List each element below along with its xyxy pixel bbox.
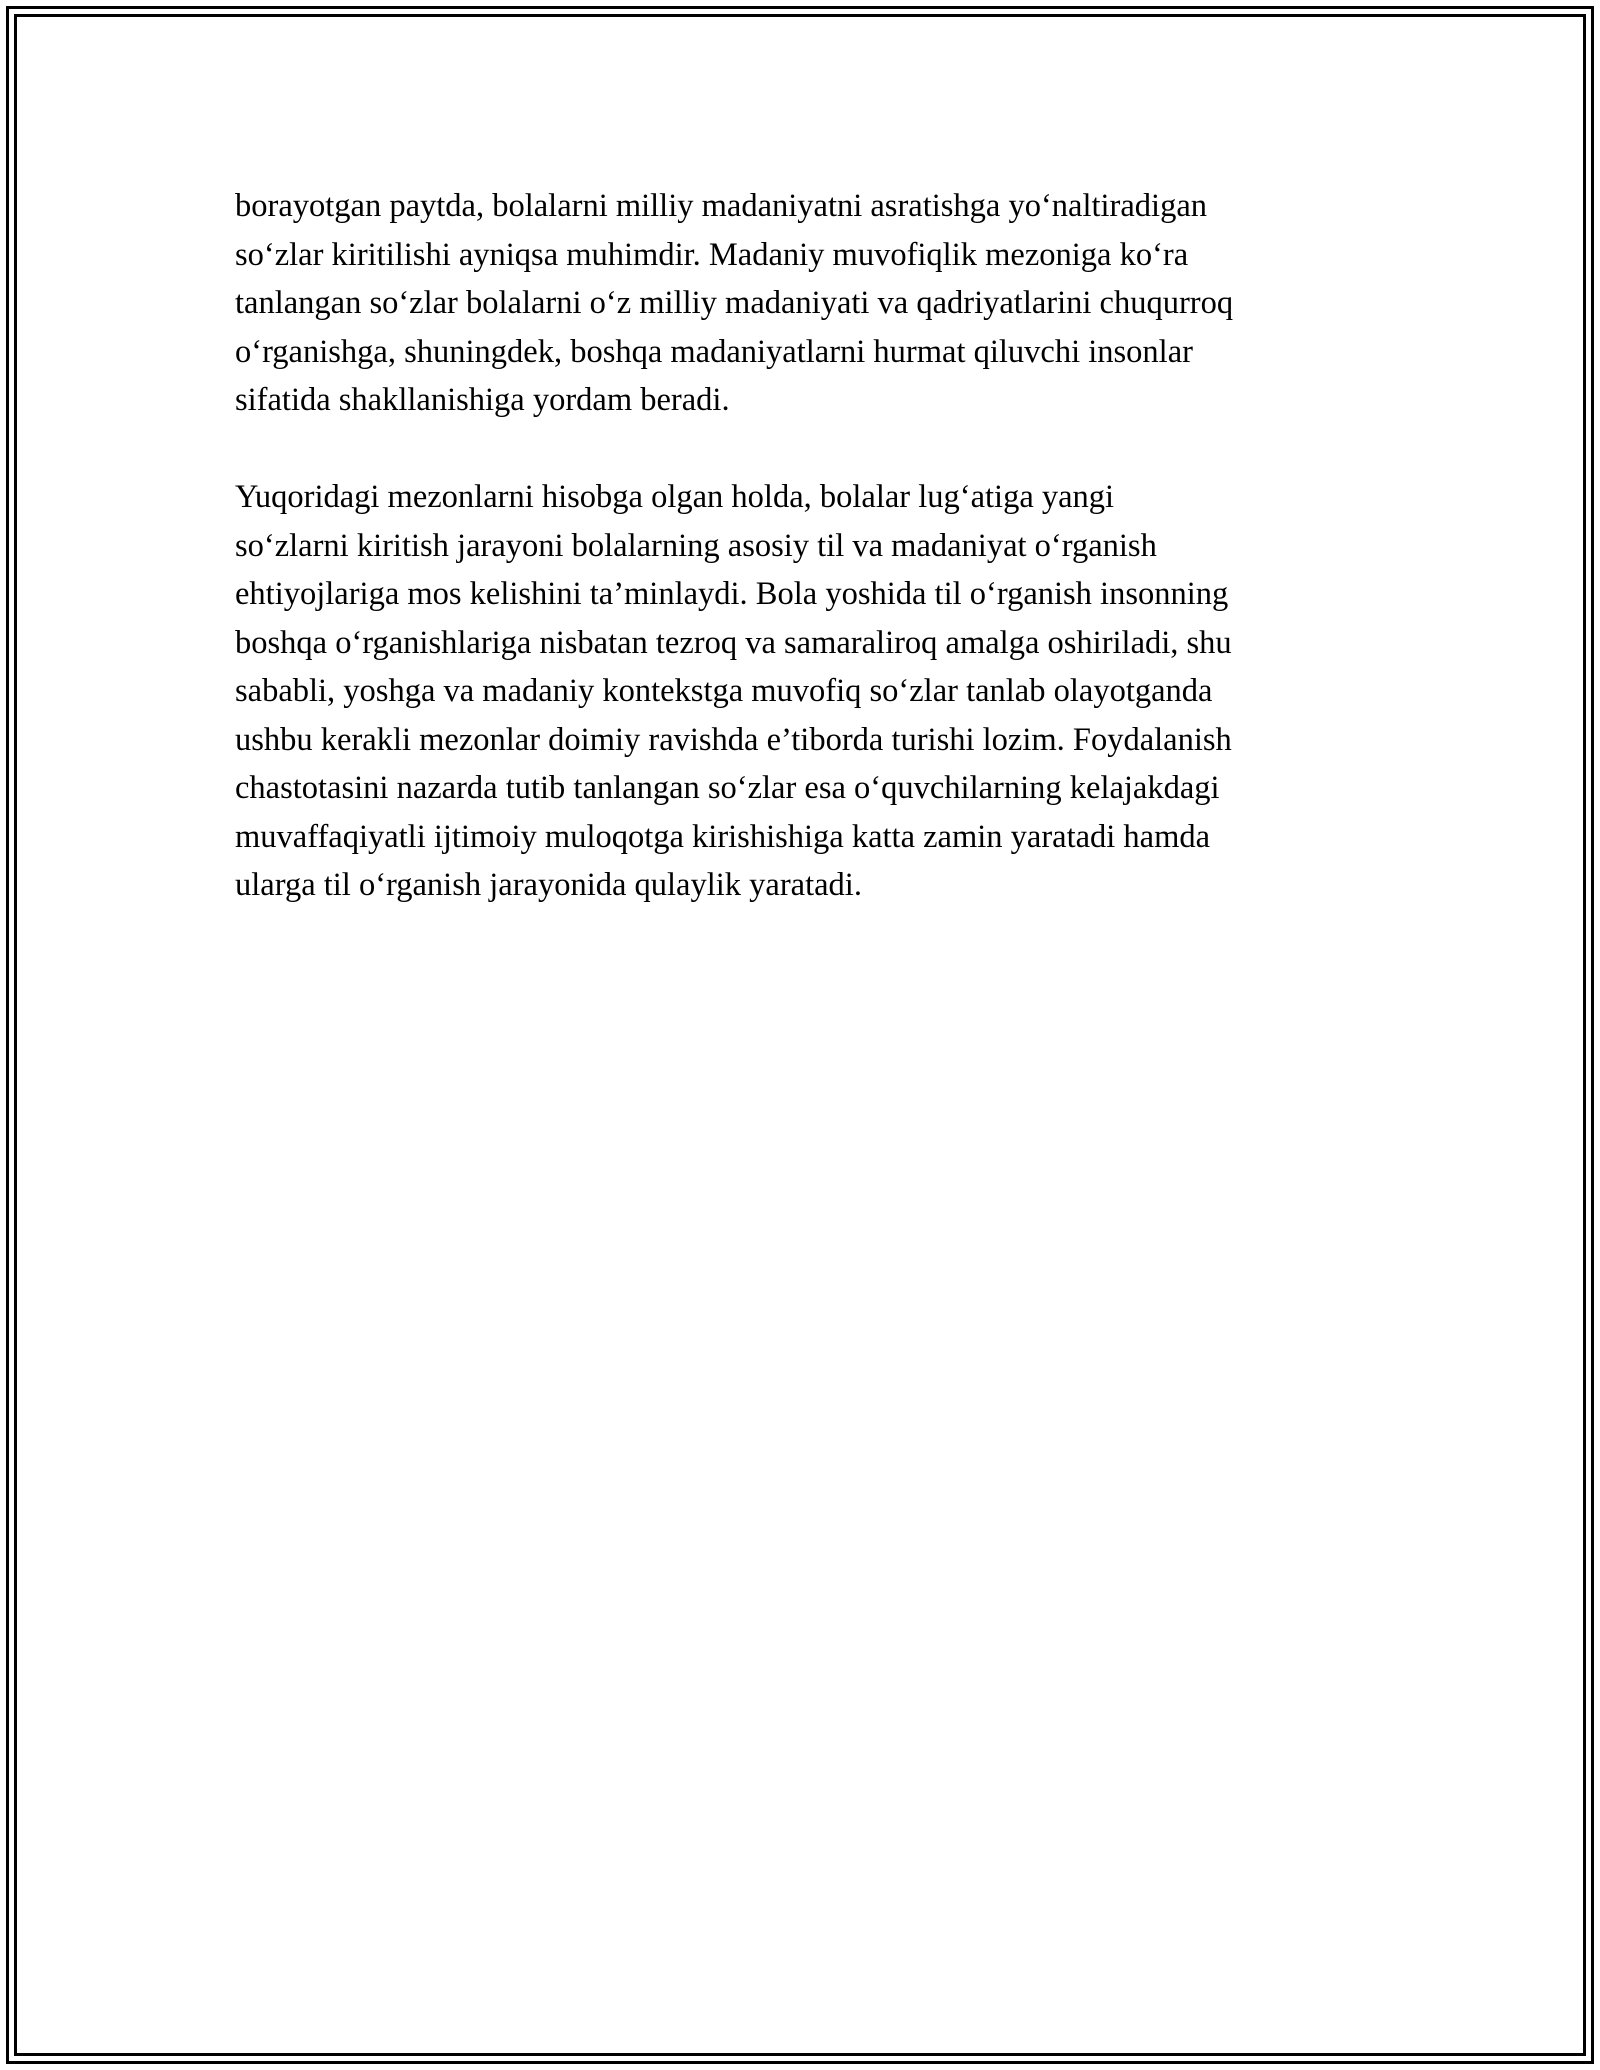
text-line: boshqa o‘rganishlariga nisbatan tezroq va samaraliroq amalga oshiriladi, shu: [235, 624, 1232, 661]
text-line: ehtiyojlariga mos kelishini ta’minlaydi. Bola yoshida til o‘rganish insonning: [235, 576, 1229, 612]
paragraph-2: [235, 473, 1395, 910]
text-line: borayotgan paytda, bolalarni milliy madaniyatni asratishga yo‘naltiradigan: [235, 188, 1208, 224]
text-line: sababli, yoshga va madaniy kontekstga muvofiq so‘zlar tanlab olayotganda: [235, 673, 1213, 709]
text-line: sifatida shakllanishiga yordam beradi.: [235, 382, 730, 418]
text-line: so‘zlar kiritilishi ayniqsa muhimdir. Madaniy muvofiqlik mezoniga ko‘ra: [235, 236, 1189, 273]
document-body: [235, 182, 1395, 958]
text-line: chastotasini nazarda tutib tanlangan so‘zlar esa o‘quvchilarning kelajakdagi: [235, 770, 1220, 806]
text-line: Yuqoridagi mezonlarni hisobga olgan holda, bolalar lug‘atiga yangi: [235, 479, 1115, 515]
text-line: so‘zlarni kiritish jarayoni bolalarning asosiy til va madaniyat o‘rganish: [235, 527, 1157, 564]
text-line: ularga til o‘rganish jarayonida qulaylik yaratadi.: [235, 867, 862, 903]
text-line: ushbu kerakli mezonlar doimiy ravishda e’tiborda turishi lozim. Foydalanish: [235, 721, 1232, 758]
text-line: muvaffaqiyatli ijtimoiy muloqotga kirishishiga katta zamin yaratadi hamda: [235, 818, 1211, 855]
text-line: tanlangan so‘zlar bolalarni o‘z milliy madaniyati va qadriyatlarini chuqurroq: [235, 285, 1234, 321]
text-line: o‘rganishga, shuningdek, boshqa madaniyatlarni hurmat qiluvchi insonlar: [235, 333, 1193, 370]
paragraph-1: [235, 182, 1395, 425]
